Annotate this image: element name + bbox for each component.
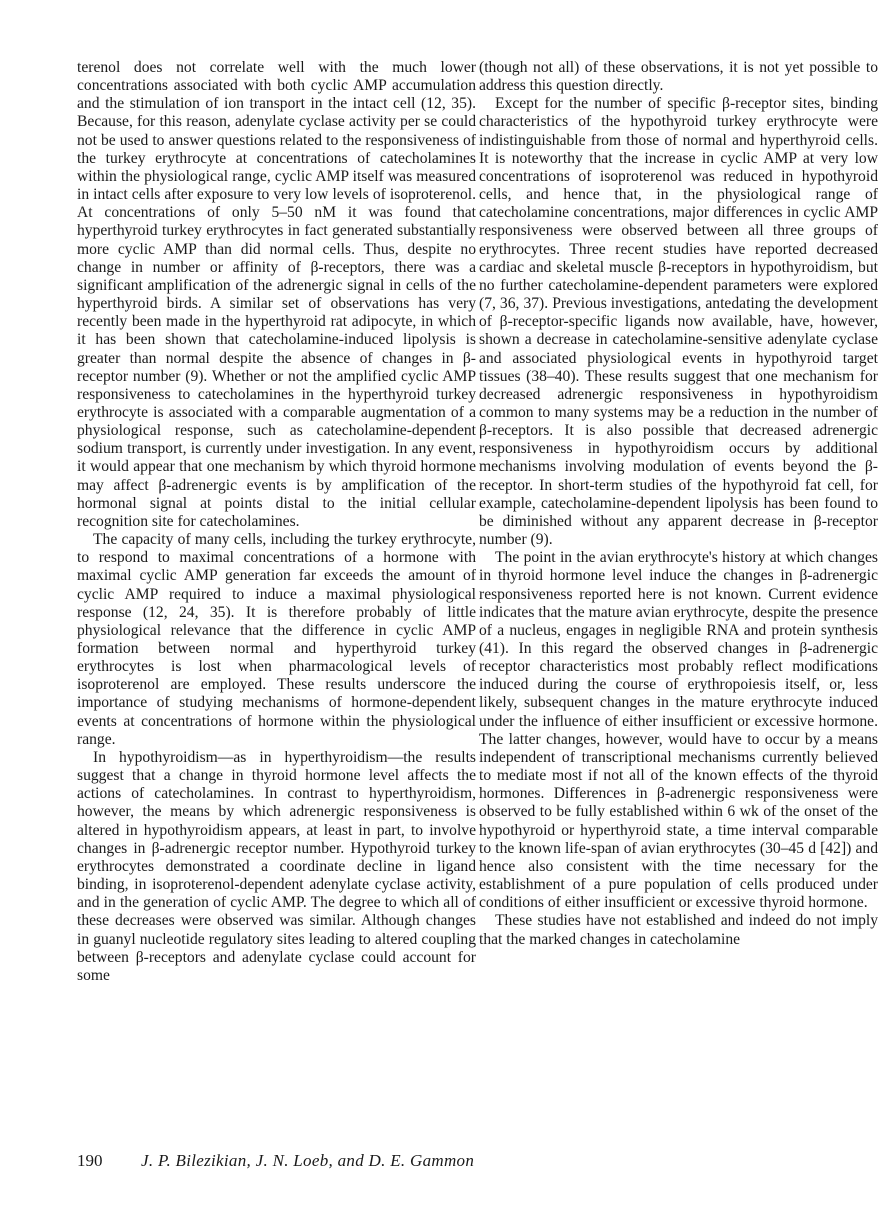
paragraph: The capacity of many cells, including the turkey erythrocyte, to respond to maximal concentrations of a hormone with maximal cyclic AMP generation far exceeds the amount of cyclic AMP required to induce a maximal physiological response (12, 24, 35). It is therefore probably of little physiological relevance that the difference in cyclic AMP formation between normal and hyperthyroid turkey erythrocytes is lost when pharmacological levels of isoproterenol are employed. These results underscore the importance of studying mechanisms of hormone-dependent events at concentrations of hormone within the physiological range. [77, 531, 476, 748]
page-footer [77, 1151, 474, 1171]
paragraph: These studies have not established and indeed do not imply that the marked changes in catecholamine [479, 912, 878, 948]
page-number: 190 [77, 1151, 103, 1170]
paragraph: In hypothyroidism—as in hyperthyroidism—the results suggest that a change in thyroid hormone level affects the actions of catecholamines. In contrast to hyperthyroidism, however, the means by which adrenergic responsiveness is altered in hypothyroidism appears, at least in part, to involve changes in β-adrenergic receptor number. Hypothyroid turkey erythrocytes demonstrated a coordinate decline in ligand binding, in isoproterenol-dependent adenylate cyclase activity, and in the generation of cyclic AMP. The degree to which all of these decreases were observed was similar. Although changes in guanyl nucleotide regulatory sites leading to altered coupling between β-receptors and adenylate cyclase could account for some [77, 748, 476, 984]
paragraph: terenol does not correlate well with the much lower concentrations associated with both cyclic AMP accumulation and the stimulation of ion transport in the intact cell (12, 35). Because, for this reason, adenylate cyclase activity per se could not be used to answer questions related to the responsiveness of the turkey erythrocyte at concentrations of catecholamines within the physiological range, cyclic AMP itself was measured in intact cells after exposure to very low levels of isoproterenol. At concentrations of only 5–50 nM it was found that hyperthyroid turkey erythrocytes in fact generated substantially more cyclic AMP than did normal cells. Thus, despite no change in number or affinity of β-receptors, there was a significant amplification of the adrenergic signal in cells of the hyperthyroid birds. A similar set of observations has very recently been made in the hyperthyroid rat adipocyte, in which it has been shown that catecholamine-induced lipolysis is greater than normal despite the absence of changes in β-receptor number (9). Whether or not the amplified cyclic AMP responsiveness to catecholamines in the hyperthyroid turkey erythrocyte is associated with a comparable augmentation of a physiological response, such as catecholamine-dependent sodium transport, is currently under investigation. In any event, it would appear that one mechanism by which thyroid hormone may affect β-adrenergic events is by amplification of the hormonal signal at points distal to the initial cellular recognition site for catecholamines. [77, 59, 476, 530]
paragraph: The point in the avian erythrocyte's history at which changes in thyroid hormone level induce the changes in β-adrenergic responsiveness reported here is not known. Current evidence indicates that the mature avian erythrocyte, despite the presence of a nucleus, engages in negligible RNA and protein synthesis (41). In this regard the observed changes in β-adrenergic receptor characteristics most probably reflect modifications induced during the course of erythropoiesis itself, or, less likely, subsequent changes in the mature erythrocyte induced under the influence of either insufficient or excessive hormone. The latter changes, however, would have to occur by a means independent of transcriptional mechanisms currently believed to mediate most if not all of the known effects of the thyroid hormones. Differences in β-adrenergic responsiveness were observed to be fully established within 6 wk of the onset of the hypothyroid or hyperthyroid state, a time interval comparable to the known life-span of avian erythrocytes (30–45 d [42]) and hence also consistent with the time necessary for the establishment of a pure population of cells produced under conditions of either insufficient or excessive thyroid hormone. [479, 549, 878, 912]
right-column [479, 59, 878, 949]
paragraph: Except for the number of specific β-receptor sites, binding characteristics of the hypothyroid turkey erythrocyte were indistinguishable from those of normal and hyperthyroid cells. It is noteworthy that the increase in cyclic AMP at very low concentrations of isoproterenol was reduced in hypothyroid cells, and hence that, in the physiological range of catecholamine concentrations, major differences in cyclic AMP responsiveness were observed between all three groups of erythrocytes. Three recent studies have reported decreased cardiac and skeletal muscle β-receptors in hypothyroidism, but no further catecholamine-dependent parameters were explored (7, 36, 37). Previous investigations, antedating the development of β-receptor-specific ligands now available, have, however, shown a decrease in catecholamine-sensitive adenylate cyclase and associated physiological events in hypothyroid target tissues (38–40). These results suggest that one mechanism for decreased adrenergic responsiveness in hypothyroidism common to many systems may be a reduction in the number of β-receptors. It is also possible that decreased adrenergic responsiveness in hypothyroidism occurs by additional mechanisms involving modulation of events beyond the β-receptor. In short-term studies of the hypothyroid fat cell, for example, catecholamine-dependent lipolysis has been found to be diminished without any apparent decrease in β-receptor number (9). [479, 95, 878, 549]
paragraph: (though not all) of these observations, it is not yet possible to address this question directly. [479, 59, 878, 95]
running-footer-authors: J. P. Bilezikian, J. N. Loeb, and D. E. Gammon [141, 1151, 475, 1170]
left-column [77, 59, 476, 985]
